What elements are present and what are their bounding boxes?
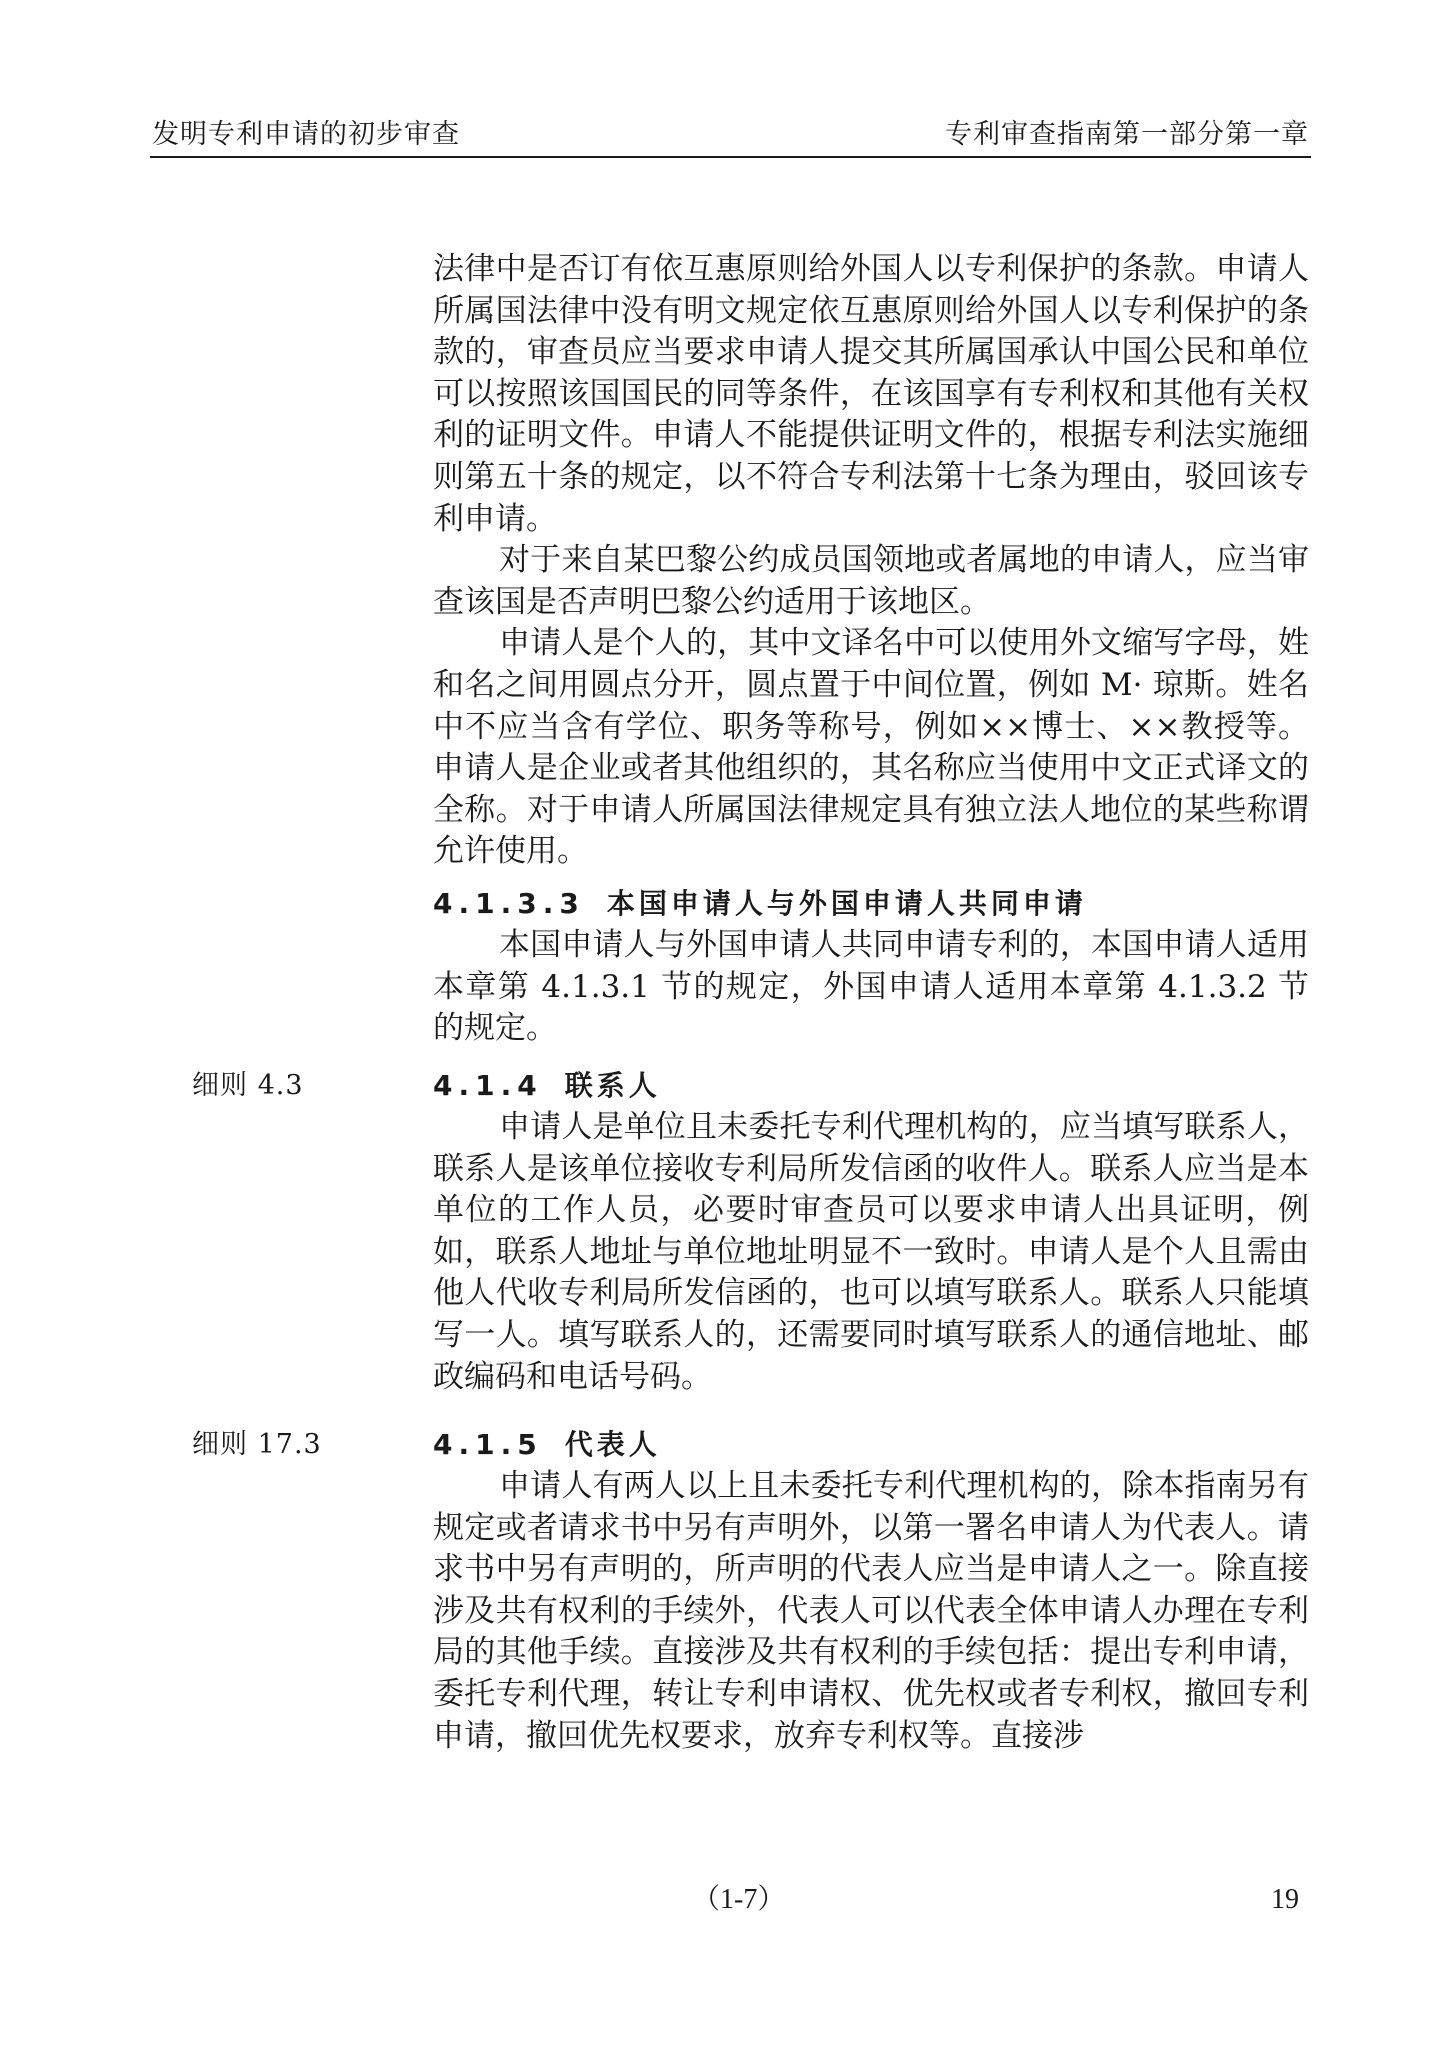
- section-body-4-1-5: [433, 1466, 1309, 1757]
- paragraph-representative: 申请人有两人以上且未委托专利代理机构的，除本指南另有规定或者请求书中另有声明外，以第一署名申请人为代表人。请求书中另有声明的，所声明的代表人应当是申请人之一。除直接涉及共有权利的手续外，代表人可以代表全体申请人办理在专利局的其他手续。直接涉及共有权利的手续包括：提出专利申请，委托专利代理，转让专利申请权、优先权或者专利权，撤回专利申请，撤回优先权要求，放弃专利权等。直接涉: [433, 1468, 1309, 1754]
- section-heading-4-1-5: [433, 1425, 661, 1465]
- footer-section-number: （1-7）: [692, 1884, 786, 1915]
- section-body-4-1-4: [433, 1107, 1309, 1398]
- paragraph-paris-territory: 对于来自某巴黎公约成员国领地或者属地的申请人，应当审查该国是否声明巴黎公约适用于该地区。: [433, 542, 1309, 620]
- section-number: 4.1.4: [433, 1069, 543, 1102]
- header-rule: [150, 156, 1311, 158]
- margin-note-rule-4-3: 细则 4.3: [192, 1070, 304, 1101]
- section-number: 4.1.3.3: [433, 887, 585, 920]
- section-title: 代表人: [564, 1428, 661, 1461]
- section-body-4-1-3-3: [433, 925, 1309, 1050]
- footer-page-number: 19: [1271, 1884, 1299, 1915]
- section-heading-4-1-4: [433, 1066, 661, 1106]
- section-heading-4-1-3-3: [433, 884, 1087, 924]
- paragraph-joint-application: 本国申请人与外国申请人共同申请专利的，本国申请人适用本章第 4.1.3.1 节的规定，外国申请人适用本章第 4.1.3.2 节的规定。: [433, 927, 1309, 1047]
- section-number: 4.1.5: [433, 1428, 543, 1461]
- running-header-left: 发明专利申请的初步审查: [152, 119, 460, 150]
- paragraph-contact-person: 申请人是单位且未委托专利代理机构的，应当填写联系人，联系人是该单位接收专利局所发信函的收件人。联系人应当是本单位的工作人员，必要时审查员可以要求申请人出具证明，例如，联系人地址与单位地址明显不一致时。申请人是个人且需由他人代收专利局所发信函的，也可以填写联系人。联系人只能填写一人。填写联系人的，还需要同时填写联系人的通信地址、邮政编码和电话号码。: [433, 1109, 1309, 1395]
- section-title: 联系人: [564, 1069, 661, 1102]
- section-title: 本国申请人与外国申请人共同申请: [606, 887, 1087, 920]
- paragraph-foreign-reciprocity: 法律中是否订有依互惠原则给外国人以专利保护的条款。申请人所属国法律中没有明文规定依互惠原则给外国人以专利保护的条款的，审查员应当要求申请人提交其所属国承认中国公民和单位可以按照该国国民的同等条件，在该国享有专利权和其他有关权利的证明文件。申请人不能提供证明文件的，根据专利法实施细则第五十条的规定，以不符合专利法第十七条为理由，驳回该专利申请。: [433, 251, 1309, 537]
- margin-note-rule-17-3: 细则 17.3: [192, 1429, 322, 1460]
- body-block-1: [433, 249, 1309, 873]
- paragraph-individual-name: 申请人是个人的，其中文译名中可以使用外文缩写字母，姓和名之间用圆点分开，圆点置于中间位置，例如 M· 琼斯。姓名中不应当含有学位、职务等称号，例如××博士、××教授等。申请人是企业或者其他组织的，其名称应当使用中文正式译文的全称。对于申请人所属国法律规定具有独立法人地位的某些称谓允许使用。: [433, 625, 1309, 870]
- running-header-right: 专利审查指南第一部分第一章: [945, 119, 1309, 150]
